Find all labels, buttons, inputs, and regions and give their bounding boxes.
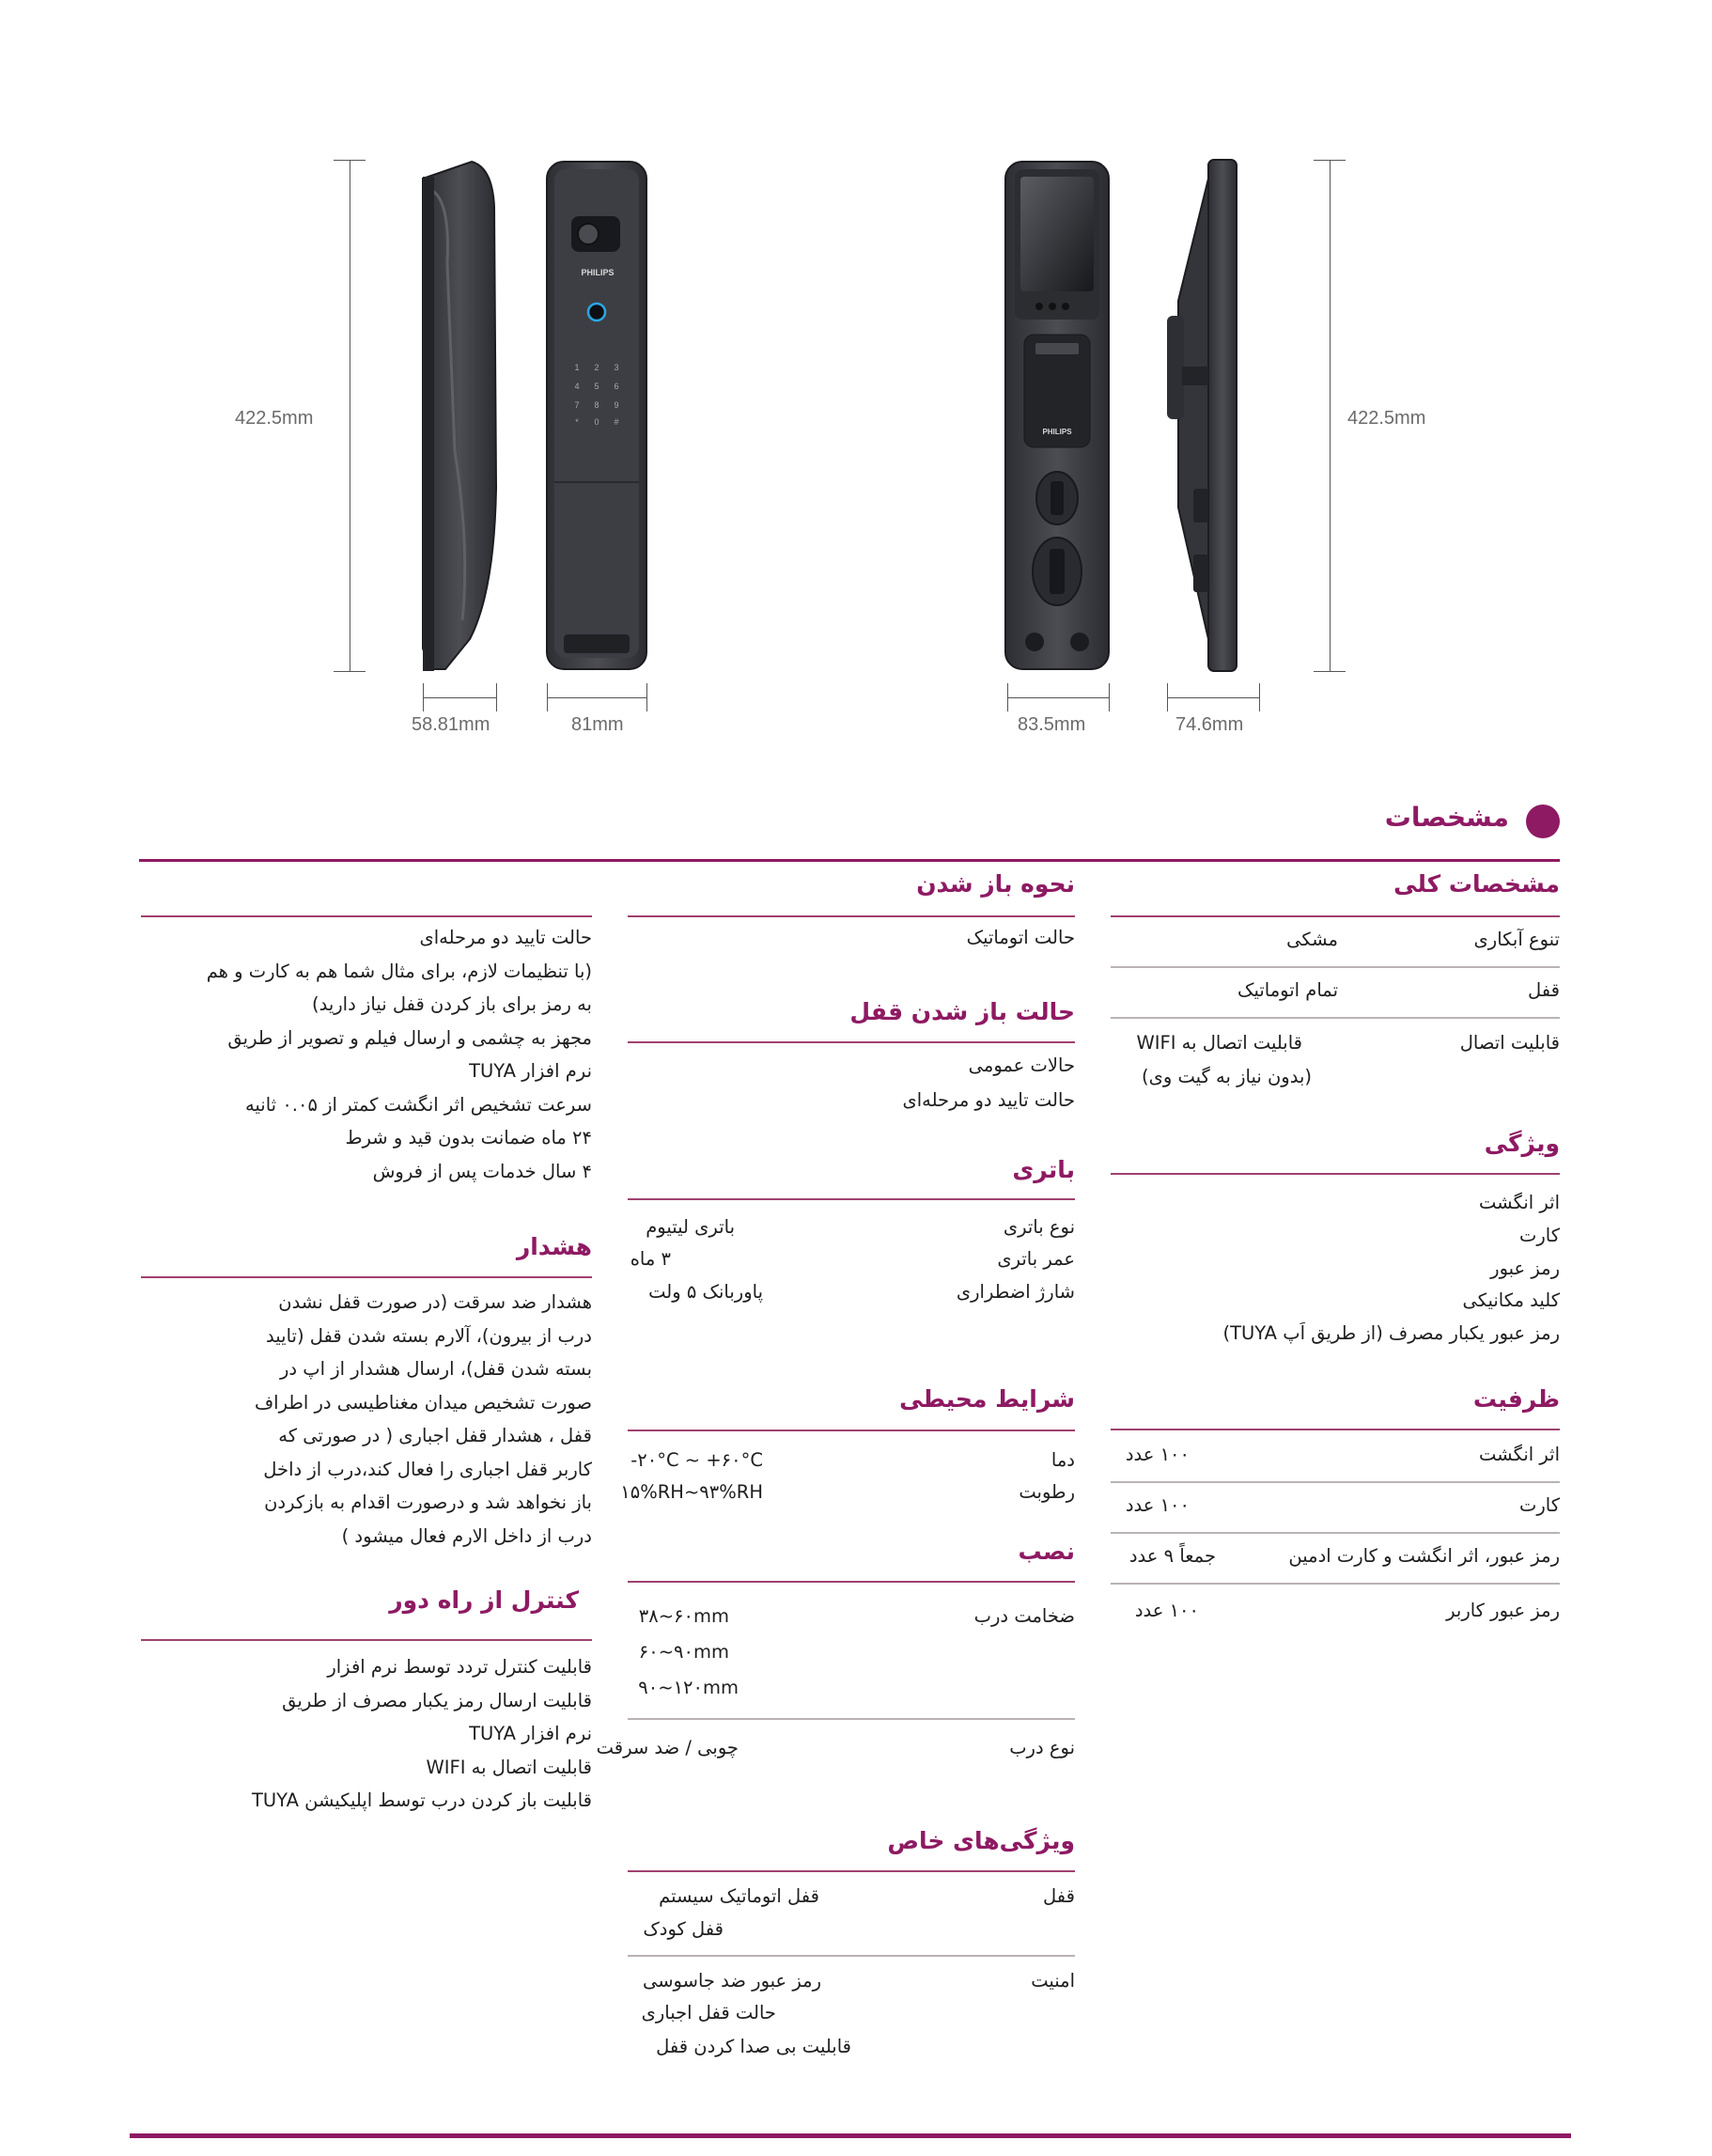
spec-value: مشکی	[1286, 929, 1338, 950]
environment-heading: شرایط محیطی	[899, 1385, 1075, 1413]
height-label-right: 422.5mm	[1347, 408, 1426, 429]
installation-rule	[628, 1581, 1075, 1583]
svg-text:5: 5	[594, 382, 599, 391]
capacity-value: ۱۰۰ عدد	[1125, 1444, 1190, 1465]
extras-line: (با تنظیمات لازم، برای مثال شما هم به کارت و هم	[206, 960, 592, 982]
extras-line: ۲۴ ماه ضمانت بدون قید و شرط	[345, 1127, 592, 1148]
special-label: قفل	[1043, 1885, 1075, 1907]
svg-text:6: 6	[614, 382, 619, 391]
extras-line: حالت تایید دو مرحله‌ای	[419, 927, 592, 948]
alarm-line: قفل ، هشدار قفل اجباری ( در صورتی که	[278, 1425, 592, 1446]
installation-value: ۳۸~۶۰mm	[638, 1605, 729, 1627]
spec-value-note: (بدون نیاز به گیت وی)	[1142, 1066, 1312, 1087]
remote-line: قابلیت ارسال رمز یکبار مصرف از طریق	[282, 1689, 592, 1711]
capacity-label: رمز عبور، اثر انگشت و کارت ادمین	[1288, 1545, 1560, 1567]
general-rule	[1111, 915, 1560, 917]
remote-line: قابلیت باز کردن درب توسط اپلیکیشن TUYA	[251, 1789, 592, 1811]
remote-line: نرم افزار TUYA	[469, 1723, 592, 1744]
special-value: قابلیت بی صدا کردن قفل	[656, 2036, 851, 2057]
special-rule	[628, 1870, 1075, 1872]
height-tick-top-left	[334, 160, 366, 161]
alarm-line: باز نخواهد شد و درصورت اقدام به بازکردن	[264, 1492, 592, 1513]
extras-line: نرم افزار TUYA	[469, 1060, 592, 1082]
opening-heading: نحوه باز شدن	[916, 870, 1075, 898]
installation-label: ضخامت درب	[973, 1605, 1075, 1627]
spec-label: قابلیت اتصال	[1459, 1032, 1560, 1054]
height-dimension-line-right	[1330, 160, 1331, 672]
environment-value: -۲۰°C ~ +۶۰°C	[630, 1449, 763, 1471]
installation-value: چوبی / ضد سرقت	[596, 1737, 739, 1758]
battery-label: نوع باتری	[1003, 1216, 1075, 1238]
opening-rule	[628, 915, 1075, 917]
footer-rule	[130, 2133, 1571, 2138]
environment-label: دما	[1051, 1449, 1075, 1471]
height-tick-top-right	[1314, 160, 1346, 161]
row-divider	[1111, 1532, 1560, 1534]
spec-label: تنوع آبکاری	[1473, 929, 1560, 950]
depth-line-left	[423, 697, 496, 698]
extras-line: مجهز به چشمی و ارسال فیلم و تصویر از طریق	[227, 1026, 592, 1049]
capacity-rule	[1111, 1429, 1560, 1430]
lock-device-drawings	[404, 150, 1268, 686]
row-divider	[628, 1955, 1075, 1957]
width-tick-right-b	[1109, 683, 1110, 711]
feature-item: کارت	[1519, 1225, 1560, 1246]
width-label-right: 83.5mm	[1018, 714, 1086, 735]
depth-label-right: 74.6mm	[1175, 714, 1244, 735]
width-tick-left-b	[646, 683, 647, 711]
battery-value: باتری لیتیوم	[646, 1216, 735, 1238]
width-line-right	[1007, 697, 1109, 698]
battery-label: شارژ اضطراری	[956, 1281, 1075, 1303]
special-value: حالت قفل اجباری	[641, 2002, 776, 2023]
unlock-mode-item: حالات عمومی	[968, 1055, 1075, 1076]
svg-text:7: 7	[574, 400, 580, 410]
depth-tick-left-a	[423, 683, 424, 711]
alarm-rule	[141, 1276, 592, 1278]
extras-line: ۴ سال خدمات پس از فروش	[372, 1160, 592, 1182]
features-rule	[1111, 1173, 1560, 1175]
depth-tick-left-b	[496, 683, 497, 711]
spec-label: قفل	[1528, 979, 1560, 1001]
brand-back: PHILIPS	[1042, 428, 1072, 436]
svg-text:#: #	[614, 417, 619, 427]
depth-tick-right-b	[1259, 683, 1260, 711]
width-tick-right-a	[1007, 683, 1008, 711]
unlock-mode-item: حالت تایید دو مرحله‌ای	[902, 1089, 1075, 1111]
row-divider	[1111, 1481, 1560, 1483]
capacity-label: کارت	[1519, 1494, 1560, 1516]
alarm-line: درب از بیرون)، آلارم بسته شدن قفل (تایید	[266, 1324, 592, 1347]
feature-item: اثر انگشت	[1479, 1192, 1560, 1213]
width-line-left	[547, 697, 646, 698]
svg-text:0: 0	[594, 417, 599, 427]
feature-item: کلید مکانیکی	[1462, 1289, 1560, 1311]
unlock-mode-heading: حالت باز شدن قفل	[849, 998, 1075, 1025]
row-divider	[1111, 1017, 1560, 1019]
depth-label-left: 58.81mm	[412, 714, 490, 735]
svg-text:3: 3	[614, 363, 619, 372]
alarm-line: صورت تشخیص میدان مغناطیسی در اطراف	[254, 1391, 592, 1414]
battery-rule	[628, 1198, 1075, 1200]
height-tick-bottom-right	[1314, 671, 1346, 672]
feature-item: رمز عبور یکبار مصرف (از طریق اَپ TUYA)	[1222, 1322, 1560, 1344]
extras-line: به رمز برای باز کردن قفل نیاز دارید)	[311, 993, 592, 1015]
depth-tick-right-a	[1167, 683, 1168, 711]
special-heading: ویژگی‌های خاص	[887, 1827, 1075, 1854]
page-title: مشخصات	[1384, 802, 1509, 833]
height-tick-bottom-left	[334, 671, 366, 672]
title-bullet-icon	[1526, 805, 1560, 838]
installation-value: ۹۰~۱۲۰mm	[638, 1677, 739, 1698]
depth-line-right	[1167, 697, 1259, 698]
special-value: رمز عبور ضد جاسوسی	[642, 1970, 821, 1992]
remote-line: قابلیت کنترل تردد توسط نرم افزار	[327, 1656, 592, 1678]
height-label-left: 422.5mm	[235, 408, 314, 429]
installation-value: ۶۰~۹۰mm	[638, 1641, 729, 1663]
special-value: قفل کودک	[643, 1918, 724, 1940]
side-view-left	[423, 162, 496, 671]
width-tick-left-a	[547, 683, 548, 711]
remote-line: قابلیت اتصال به WIFI	[426, 1756, 592, 1778]
environment-label: رطوبت	[1019, 1481, 1075, 1503]
alarm-line: بسته شدن قفل)، ارسال هشدار از اپ در	[279, 1358, 592, 1380]
environment-rule	[628, 1430, 1075, 1431]
spec-value: تمام اتوماتیک	[1237, 979, 1338, 1001]
width-label-left: 81mm	[571, 714, 624, 735]
brand-front: PHILIPS	[581, 268, 615, 277]
svg-text:9: 9	[614, 400, 619, 410]
special-label: امنیت	[1031, 1970, 1075, 1992]
front-view-left	[547, 162, 646, 669]
svg-text:2: 2	[594, 363, 599, 372]
spec-value: قابلیت اتصال به WIFI	[1136, 1032, 1302, 1054]
capacity-heading: ظرفیت	[1472, 1385, 1560, 1413]
installation-heading: نصب	[1018, 1538, 1075, 1565]
alarm-line: کاربر قفل اجباری را فعال کند،درب از داخل	[263, 1458, 592, 1480]
side-view-right	[1167, 160, 1237, 671]
back-view-right	[1005, 162, 1109, 669]
special-value: قفل اتوماتیک سیستم	[659, 1885, 819, 1907]
environment-value: ۱۵%RH~۹۳%RH	[620, 1481, 763, 1503]
battery-heading: باتری	[1012, 1156, 1075, 1183]
row-divider	[1111, 1583, 1560, 1585]
unlock-mode-rule	[628, 1041, 1075, 1043]
alarm-line: درب از داخل الارم فعال میشود )	[341, 1524, 592, 1547]
capacity-label: رمز عبور کاربر	[1446, 1600, 1560, 1621]
capacity-value: ۱۰۰ عدد	[1125, 1494, 1190, 1516]
alarm-heading: هشدار	[516, 1233, 592, 1260]
svg-text:8: 8	[594, 400, 599, 410]
extras-line: سرعت تشخیص اثر انگشت کمتر از ۰.۰۵ ثانیه	[244, 1093, 592, 1116]
svg-text:1: 1	[574, 363, 580, 372]
installation-label: نوع درب	[1009, 1737, 1075, 1758]
opening-value: حالت اتوماتیک	[966, 927, 1075, 948]
capacity-value: ۱۰۰ عدد	[1134, 1600, 1199, 1621]
feature-item: رمز عبور	[1490, 1258, 1560, 1279]
row-divider	[628, 1718, 1075, 1720]
capacity-value: جمعاً ۹ عدد	[1128, 1545, 1216, 1567]
alarm-line: هشدار ضد سرقت (در صورت قفل نشدن	[278, 1291, 592, 1313]
remote-rule	[141, 1639, 592, 1641]
battery-value: پاوربانک ۵ ولت	[648, 1281, 763, 1303]
general-heading: مشخصات کلی	[1393, 870, 1560, 898]
svg-text:4: 4	[574, 382, 580, 391]
battery-label: عمر باتری	[997, 1248, 1075, 1270]
battery-value: ۳ ماه	[630, 1248, 671, 1270]
extras-rule	[141, 915, 592, 917]
title-rule	[139, 859, 1560, 862]
row-divider	[1111, 966, 1560, 968]
remote-heading: کنترل از راه دور	[389, 1586, 579, 1614]
capacity-label: اثر انگشت	[1479, 1444, 1560, 1465]
features-heading: ویژگی	[1484, 1130, 1560, 1157]
svg-text:*: *	[575, 417, 579, 427]
